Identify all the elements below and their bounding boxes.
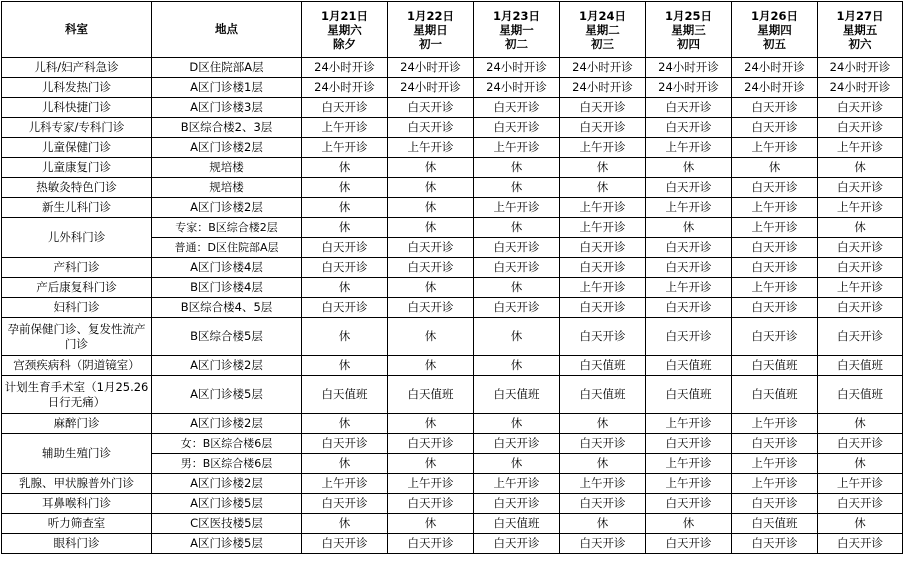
header-lunar: 初一: [419, 36, 442, 51]
status-cell: 休: [818, 158, 903, 178]
day-column-header: [474, 2, 560, 58]
status-cell: 休: [302, 178, 388, 198]
status-cell: 白天开诊: [646, 258, 732, 278]
status-cell: 白天开诊: [732, 534, 818, 554]
status-cell: 24小时开诊: [302, 78, 388, 98]
location-cell: A区门诊楼3层: [152, 98, 302, 118]
status-cell: 白天开诊: [560, 298, 646, 318]
dept-cell: 辅助生殖门诊: [2, 434, 152, 474]
status-cell: 白天开诊: [388, 258, 474, 278]
status-cell: 白天值班: [732, 376, 818, 414]
status-cell: 白天开诊: [388, 534, 474, 554]
table-row: [2, 138, 903, 158]
status-cell: 休: [818, 514, 903, 534]
status-cell: 白天开诊: [388, 238, 474, 258]
table-row: [2, 118, 903, 138]
location-cell: 专家：B区综合楼2层: [152, 218, 302, 238]
status-cell: 白天开诊: [474, 434, 560, 454]
location-column-header: 地点: [152, 2, 302, 58]
status-cell: 上午开诊: [474, 198, 560, 218]
location-cell: A区门诊楼4层: [152, 258, 302, 278]
status-cell: 上午开诊: [560, 138, 646, 158]
status-cell: 白天开诊: [732, 318, 818, 356]
location-cell: B区综合楼4、5层: [152, 298, 302, 318]
dept-cell: 热敏灸特色门诊: [2, 178, 152, 198]
status-cell: 24小时开诊: [646, 58, 732, 78]
status-cell: 上午开诊: [560, 474, 646, 494]
status-cell: 24小时开诊: [388, 78, 474, 98]
table-row: [2, 356, 903, 376]
status-cell: 休: [474, 356, 560, 376]
table-row: [2, 218, 903, 238]
status-cell: 休: [388, 158, 474, 178]
status-cell: 上午开诊: [646, 198, 732, 218]
location-cell: 规培楼: [152, 178, 302, 198]
status-cell: 休: [818, 454, 903, 474]
status-cell: 上午开诊: [646, 278, 732, 298]
status-cell: 休: [302, 318, 388, 356]
status-cell: 白天开诊: [560, 494, 646, 514]
status-cell: 白天开诊: [818, 298, 903, 318]
header-date: 1月22日: [406, 8, 454, 23]
status-cell: 休: [818, 218, 903, 238]
dept-cell: 计划生育手术室（1月25.26日行无痛）: [2, 376, 152, 414]
status-cell: 上午开诊: [818, 278, 903, 298]
status-cell: 休: [560, 514, 646, 534]
status-cell: 白天开诊: [818, 534, 903, 554]
dept-cell: 产科门诊: [2, 258, 152, 278]
dept-cell: 新生儿科门诊: [2, 198, 152, 218]
status-cell: 休: [560, 414, 646, 434]
table-row: [2, 534, 903, 554]
table-row: [2, 58, 903, 78]
dept-cell: 儿科发热门诊: [2, 78, 152, 98]
location-cell: D区住院部A层: [152, 58, 302, 78]
status-cell: 白天开诊: [732, 434, 818, 454]
status-cell: 休: [388, 178, 474, 198]
status-cell: 休: [646, 514, 732, 534]
day-column-header: [818, 2, 903, 58]
dept-cell: 儿科专家/专科门诊: [2, 118, 152, 138]
status-cell: 上午开诊: [560, 198, 646, 218]
status-cell: 白天值班: [474, 514, 560, 534]
location-cell: A区门诊楼2层: [152, 138, 302, 158]
status-cell: 白天开诊: [474, 98, 560, 118]
status-cell: 休: [388, 218, 474, 238]
location-cell: A区门诊楼5层: [152, 376, 302, 414]
status-cell: 白天开诊: [302, 494, 388, 514]
location-cell: A区门诊楼2层: [152, 198, 302, 218]
table-row: [2, 318, 903, 356]
status-cell: 白天开诊: [818, 318, 903, 356]
status-cell: 休: [388, 318, 474, 356]
location-cell: A区门诊楼1层: [152, 78, 302, 98]
dept-cell: 产后康复科门诊: [2, 278, 152, 298]
status-cell: 24小时开诊: [302, 58, 388, 78]
location-cell: 女：B区综合楼6层: [152, 434, 302, 454]
day-column-header: [302, 2, 388, 58]
status-cell: 上午开诊: [560, 278, 646, 298]
status-cell: 白天值班: [474, 376, 560, 414]
status-cell: 白天开诊: [732, 494, 818, 514]
status-cell: 上午开诊: [732, 138, 818, 158]
header-lunar: 初六: [848, 36, 872, 51]
status-cell: 休: [388, 356, 474, 376]
header-date: 1月26日: [750, 8, 798, 23]
status-cell: 24小时开诊: [474, 58, 560, 78]
header-lunar: 除夕: [333, 36, 356, 51]
status-cell: 白天值班: [560, 376, 646, 414]
table-row: [2, 158, 903, 178]
status-cell: 休: [646, 218, 732, 238]
status-cell: 白天开诊: [388, 118, 474, 138]
dept-cell: 儿科/妇产科急诊: [2, 58, 152, 78]
table-row: [2, 514, 903, 534]
status-cell: 白天开诊: [732, 118, 818, 138]
status-cell: 白天开诊: [302, 534, 388, 554]
location-cell: B区综合楼5层: [152, 318, 302, 356]
location-cell: A区门诊楼5层: [152, 494, 302, 514]
table-row: [2, 298, 903, 318]
status-cell: 白天开诊: [646, 98, 732, 118]
status-cell: 白天开诊: [302, 434, 388, 454]
status-cell: 白天开诊: [474, 118, 560, 138]
status-cell: 休: [302, 218, 388, 238]
location-cell: A区门诊楼2层: [152, 474, 302, 494]
status-cell: 白天值班: [388, 376, 474, 414]
status-cell: 白天值班: [732, 356, 818, 376]
status-cell: 上午开诊: [560, 218, 646, 238]
status-cell: 24小时开诊: [646, 78, 732, 98]
status-cell: 白天值班: [560, 356, 646, 376]
status-cell: 白天开诊: [818, 238, 903, 258]
status-cell: 白天值班: [818, 376, 903, 414]
dept-cell: 妇科门诊: [2, 298, 152, 318]
header-date: 1月23日: [492, 8, 540, 23]
status-cell: 白天开诊: [474, 534, 560, 554]
location-cell: 男：B区综合楼6层: [152, 454, 302, 474]
table-row: [2, 178, 903, 198]
table-row: [2, 434, 903, 454]
status-cell: 上午开诊: [388, 474, 474, 494]
dept-cell: 儿童保健门诊: [2, 138, 152, 158]
dept-cell: 听力筛查室: [2, 514, 152, 534]
dept-cell: 儿科快捷门诊: [2, 98, 152, 118]
day-column-header: [646, 2, 732, 58]
table-row: [2, 258, 903, 278]
status-cell: 白天开诊: [646, 298, 732, 318]
table-row: [2, 198, 903, 218]
status-cell: 上午开诊: [818, 138, 903, 158]
header-row: [2, 2, 903, 58]
header-weekday: 星期日: [413, 22, 448, 37]
status-cell: 休: [732, 158, 818, 178]
status-cell: 24小时开诊: [560, 78, 646, 98]
status-cell: 24小时开诊: [388, 58, 474, 78]
location-cell: A区门诊楼5层: [152, 534, 302, 554]
header-weekday: 星期二: [585, 22, 620, 37]
location-cell: A区门诊楼2层: [152, 356, 302, 376]
status-cell: 白天开诊: [818, 494, 903, 514]
status-cell: 休: [302, 278, 388, 298]
status-cell: 白天开诊: [560, 434, 646, 454]
status-cell: 白天开诊: [388, 494, 474, 514]
header-weekday: 星期一: [499, 22, 534, 37]
status-cell: 白天开诊: [732, 238, 818, 258]
status-cell: 上午开诊: [732, 218, 818, 238]
location-cell: B区门诊楼4层: [152, 278, 302, 298]
header-weekday: 星期四: [757, 22, 792, 37]
status-cell: 上午开诊: [732, 278, 818, 298]
schedule-table: [1, 1, 903, 554]
status-cell: 白天开诊: [560, 238, 646, 258]
status-cell: 休: [302, 454, 388, 474]
status-cell: 休: [302, 198, 388, 218]
status-cell: 白天开诊: [818, 98, 903, 118]
status-cell: 休: [388, 514, 474, 534]
status-cell: 白天开诊: [732, 258, 818, 278]
dept-column-header: 科室: [2, 2, 152, 58]
status-cell: 白天值班: [732, 514, 818, 534]
status-cell: 休: [388, 198, 474, 218]
status-cell: 休: [474, 414, 560, 434]
status-cell: 白天开诊: [474, 258, 560, 278]
status-cell: 24小时开诊: [560, 58, 646, 78]
status-cell: 白天开诊: [646, 318, 732, 356]
status-cell: 白天开诊: [646, 118, 732, 138]
status-cell: 白天值班: [646, 356, 732, 376]
status-cell: 白天开诊: [646, 178, 732, 198]
status-cell: 白天开诊: [732, 178, 818, 198]
status-cell: 白天开诊: [732, 98, 818, 118]
status-cell: 白天开诊: [646, 434, 732, 454]
status-cell: 休: [474, 318, 560, 356]
status-cell: 休: [818, 414, 903, 434]
status-cell: 上午开诊: [474, 138, 560, 158]
table-row: [2, 78, 903, 98]
header-lunar: 初四: [677, 36, 700, 51]
status-cell: 白天开诊: [302, 258, 388, 278]
table-row: [2, 98, 903, 118]
dept-cell: 儿外科门诊: [2, 218, 152, 258]
status-cell: 白天开诊: [560, 258, 646, 278]
status-cell: 上午开诊: [474, 474, 560, 494]
status-cell: 休: [474, 454, 560, 474]
status-cell: 上午开诊: [646, 474, 732, 494]
status-cell: 上午开诊: [732, 474, 818, 494]
status-cell: 白天开诊: [560, 534, 646, 554]
status-cell: 上午开诊: [646, 454, 732, 474]
header-lunar: 初二: [505, 36, 528, 51]
status-cell: 白天开诊: [732, 298, 818, 318]
status-cell: 上午开诊: [732, 454, 818, 474]
status-cell: 上午开诊: [388, 138, 474, 158]
status-cell: 白天开诊: [818, 434, 903, 454]
status-cell: 上午开诊: [818, 474, 903, 494]
status-cell: 白天值班: [818, 356, 903, 376]
status-cell: 上午开诊: [302, 138, 388, 158]
status-cell: 休: [646, 158, 732, 178]
status-cell: 休: [388, 278, 474, 298]
status-cell: 白天开诊: [560, 98, 646, 118]
status-cell: 休: [302, 356, 388, 376]
status-cell: 白天开诊: [388, 434, 474, 454]
dept-cell: 乳腺、甲状腺普外门诊: [2, 474, 152, 494]
status-cell: 白天开诊: [302, 238, 388, 258]
status-cell: 白天开诊: [646, 238, 732, 258]
status-cell: 上午开诊: [646, 138, 732, 158]
day-column-header: [560, 2, 646, 58]
status-cell: 24小时开诊: [818, 78, 903, 98]
header-lunar: 初三: [591, 36, 614, 51]
status-cell: 白天开诊: [388, 298, 474, 318]
dept-cell: 麻醉门诊: [2, 414, 152, 434]
day-column-header: [388, 2, 474, 58]
status-cell: 上午开诊: [302, 118, 388, 138]
status-cell: 上午开诊: [818, 198, 903, 218]
status-cell: 白天开诊: [646, 534, 732, 554]
status-cell: 上午开诊: [732, 414, 818, 434]
status-cell: 白天开诊: [560, 118, 646, 138]
table-row: [2, 474, 903, 494]
status-cell: 白天开诊: [388, 98, 474, 118]
header-date: 1月21日: [320, 8, 368, 23]
status-cell: 白天开诊: [302, 98, 388, 118]
status-cell: 休: [388, 454, 474, 474]
status-cell: 上午开诊: [646, 414, 732, 434]
status-cell: 白天开诊: [474, 298, 560, 318]
location-cell: 普通：D区住院部A层: [152, 238, 302, 258]
status-cell: 24小时开诊: [732, 78, 818, 98]
location-cell: 规培楼: [152, 158, 302, 178]
status-cell: 白天开诊: [818, 118, 903, 138]
dept-cell: 耳鼻喉科门诊: [2, 494, 152, 514]
header-weekday: 星期五: [842, 22, 878, 37]
table-row: [2, 494, 903, 514]
status-cell: 24小时开诊: [818, 58, 903, 78]
table-row: [2, 278, 903, 298]
status-cell: 24小时开诊: [732, 58, 818, 78]
status-cell: 休: [474, 218, 560, 238]
day-column-header: [732, 2, 818, 58]
status-cell: 休: [560, 178, 646, 198]
status-cell: 休: [302, 514, 388, 534]
table-row: [2, 376, 903, 414]
status-cell: 白天开诊: [818, 178, 903, 198]
status-cell: 休: [560, 158, 646, 178]
status-cell: 白天值班: [646, 376, 732, 414]
status-cell: 休: [388, 414, 474, 434]
dept-cell: 宫颈疾病科（阴道镜室）: [2, 356, 152, 376]
location-cell: A区门诊楼2层: [152, 414, 302, 434]
status-cell: 休: [302, 158, 388, 178]
status-cell: 白天开诊: [560, 318, 646, 356]
table-row: [2, 414, 903, 434]
header-date: 1月24日: [578, 8, 626, 23]
header-weekday: 星期三: [671, 22, 706, 37]
location-cell: C区医技楼5层: [152, 514, 302, 534]
status-cell: 休: [560, 454, 646, 474]
header-weekday: 星期六: [327, 22, 362, 37]
dept-cell: 孕前保健门诊、复发性流产门诊: [2, 318, 152, 356]
status-cell: 休: [474, 158, 560, 178]
status-cell: 白天开诊: [302, 298, 388, 318]
dept-cell: 儿童康复门诊: [2, 158, 152, 178]
status-cell: 休: [474, 278, 560, 298]
status-cell: 上午开诊: [732, 198, 818, 218]
status-cell: 休: [302, 414, 388, 434]
status-cell: 白天值班: [302, 376, 388, 414]
dept-cell: 眼科门诊: [2, 534, 152, 554]
header-lunar: 初五: [763, 36, 786, 51]
status-cell: 白天开诊: [474, 238, 560, 258]
header-date: 1月27日: [836, 8, 884, 23]
status-cell: 上午开诊: [302, 474, 388, 494]
header-date: 1月25日: [664, 8, 712, 23]
status-cell: 休: [474, 178, 560, 198]
status-cell: 白天开诊: [818, 258, 903, 278]
location-cell: B区综合楼2、3层: [152, 118, 302, 138]
status-cell: 白天开诊: [474, 494, 560, 514]
status-cell: 白天开诊: [646, 494, 732, 514]
status-cell: 24小时开诊: [474, 78, 560, 98]
